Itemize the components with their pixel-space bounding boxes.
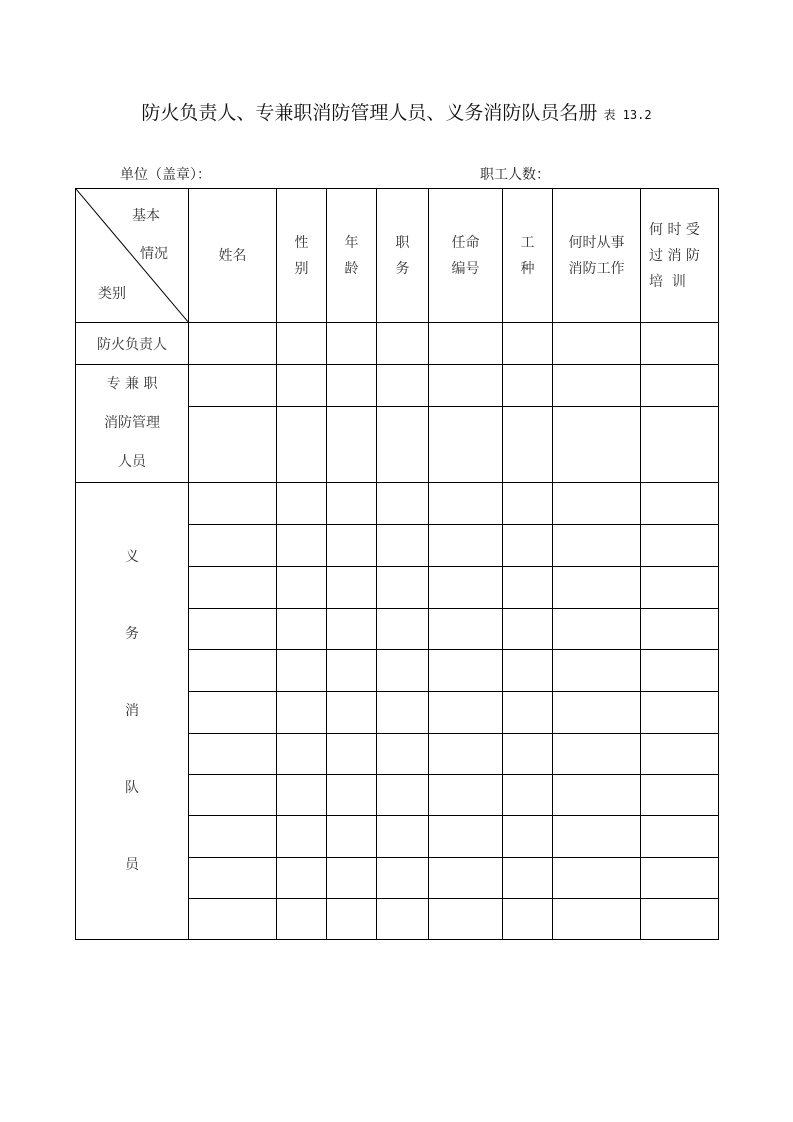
cell[interactable] [553,734,641,775]
cell[interactable] [377,775,429,816]
cell[interactable] [189,692,277,734]
cell[interactable] [503,525,553,567]
cell[interactable] [189,858,277,899]
category-label: 防火负责人 [97,336,167,353]
cell[interactable] [277,365,327,407]
header-training-date [641,189,719,323]
cell[interactable] [429,692,503,734]
cell[interactable] [377,858,429,899]
cell[interactable] [503,692,553,734]
cell[interactable] [503,858,553,899]
cell[interactable] [503,816,553,858]
cell[interactable] [327,323,377,365]
header-text: 别 [294,260,309,277]
cell[interactable] [641,858,719,899]
cell[interactable] [189,483,277,525]
header-text: 培 训 [649,273,686,290]
header-text: 过 消 防 [649,247,700,264]
cell[interactable] [377,406,429,482]
header-row [76,189,719,323]
cell[interactable] [429,323,503,365]
cell[interactable] [641,899,719,940]
cell[interactable] [553,816,641,858]
header-text: 编号 [451,260,480,277]
cell[interactable] [189,650,277,692]
cell[interactable] [503,323,553,365]
cell[interactable] [277,406,327,482]
category-label: 消防管理 [104,415,160,431]
cell[interactable] [553,650,641,692]
cell[interactable] [553,692,641,734]
cell[interactable] [327,858,377,899]
cell[interactable] [641,525,719,567]
cell[interactable] [377,323,429,365]
header-age [327,189,377,323]
cell[interactable] [327,567,377,609]
category-label: 消 [125,702,139,719]
cell[interactable] [327,483,377,525]
cell[interactable] [553,483,641,525]
cell[interactable] [641,365,719,407]
cell[interactable] [641,775,719,816]
category-label: 员 [125,856,139,873]
cell[interactable] [503,609,553,650]
cell[interactable] [189,816,277,858]
cell[interactable] [327,775,377,816]
header-text: 消防工作 [568,260,625,277]
category-fire-chief [76,323,189,365]
category-label: 义 [125,548,139,565]
header-fire-work-since [553,189,641,323]
header-text: 种 [520,260,535,277]
cell[interactable] [429,609,503,650]
cell[interactable] [553,609,641,650]
cell[interactable] [429,734,503,775]
cell[interactable] [553,858,641,899]
cell[interactable] [277,609,327,650]
cell[interactable] [277,775,327,816]
cell[interactable] [189,406,277,482]
cell[interactable] [377,609,429,650]
cell[interactable] [189,609,277,650]
cell[interactable] [553,899,641,940]
cell[interactable] [377,483,429,525]
corner-header-cell [76,189,189,323]
table-row [76,483,719,525]
cell[interactable] [189,323,277,365]
cell[interactable] [553,567,641,609]
cell[interactable] [189,775,277,816]
header-text: 性 [294,234,309,251]
header-text: 务 [395,260,410,277]
cell[interactable] [429,365,503,407]
cell[interactable] [641,567,719,609]
cell[interactable] [377,567,429,609]
cell[interactable] [277,734,327,775]
cell[interactable] [641,692,719,734]
cell[interactable] [327,734,377,775]
cell[interactable] [429,775,503,816]
cell[interactable] [377,650,429,692]
cell[interactable] [377,525,429,567]
category-label: 专 兼 职 [106,376,158,392]
corner-label-category: 类别 [98,286,126,302]
cell[interactable] [377,692,429,734]
cell[interactable] [503,899,553,940]
cell[interactable] [641,406,719,482]
cell[interactable] [277,899,327,940]
corner-label-info: 情况 [140,246,168,262]
cell[interactable] [503,650,553,692]
table-row [76,365,719,407]
cell[interactable] [277,483,327,525]
cell[interactable] [553,365,641,407]
cell[interactable] [429,567,503,609]
cell[interactable] [429,816,503,858]
header-text: 龄 [344,260,359,277]
cell[interactable] [641,816,719,858]
header-text: 任命 [451,234,480,251]
cell[interactable] [429,858,503,899]
header-text: 何时从事 [568,234,625,251]
cell[interactable] [503,734,553,775]
cell[interactable] [189,567,277,609]
staff-count-label: 职工人数： [480,167,550,183]
cell[interactable] [503,567,553,609]
header-job-type [503,189,553,323]
cell[interactable] [553,775,641,816]
cell[interactable] [503,775,553,816]
cell[interactable] [277,323,327,365]
cell[interactable] [641,483,719,525]
header-text: 工 [520,234,535,251]
cell[interactable] [377,365,429,407]
cell[interactable] [277,858,327,899]
cell[interactable] [553,406,641,482]
cell[interactable] [377,899,429,940]
cell[interactable] [553,323,641,365]
cell[interactable] [429,650,503,692]
category-label: 务 [125,625,139,642]
header-appointment-no [429,189,503,323]
title-text: 防火负责人、专兼职消防管理人员、义务消防队员名册 [141,102,598,124]
cell[interactable] [327,650,377,692]
cell[interactable] [641,323,719,365]
cell[interactable] [277,650,327,692]
header-text: 姓名 [218,247,247,264]
table-row [76,323,719,365]
cell[interactable] [553,525,641,567]
cell[interactable] [503,483,553,525]
cell[interactable] [327,525,377,567]
header-text: 年 [344,234,359,251]
unit-seal-label: 单位（盖章）： [120,167,211,183]
cell[interactable] [641,650,719,692]
cell[interactable] [429,525,503,567]
document-title [0,98,793,125]
category-label: 人员 [118,454,146,470]
cell[interactable] [327,365,377,407]
header-text: 职 [395,234,410,251]
cell[interactable] [277,525,327,567]
cell[interactable] [327,899,377,940]
cell[interactable] [377,816,429,858]
cell[interactable] [641,609,719,650]
roster-table [75,188,719,940]
cell[interactable] [641,734,719,775]
category-label: 队 [125,779,139,796]
cell[interactable] [189,734,277,775]
header-gender [277,189,327,323]
cell[interactable] [327,609,377,650]
cell[interactable] [503,365,553,407]
cell[interactable] [189,525,277,567]
cell[interactable] [327,692,377,734]
header-position [377,189,429,323]
corner-label-basic: 基本 [132,208,160,224]
cell[interactable] [327,406,377,482]
cell[interactable] [277,567,327,609]
cell[interactable] [189,365,277,407]
cell[interactable] [189,899,277,940]
table-number: 表 13.2 [603,108,652,122]
cell[interactable] [277,816,327,858]
header-name [189,189,277,323]
category-fire-mgmt-staff [76,365,189,483]
cell[interactable] [277,692,327,734]
cell[interactable] [429,406,503,482]
cell[interactable] [377,734,429,775]
cell[interactable] [503,406,553,482]
cell[interactable] [429,483,503,525]
cell[interactable] [327,816,377,858]
cell[interactable] [429,899,503,940]
header-text: 何 时 受 [649,221,700,238]
category-volunteer-firefighters [76,483,189,940]
